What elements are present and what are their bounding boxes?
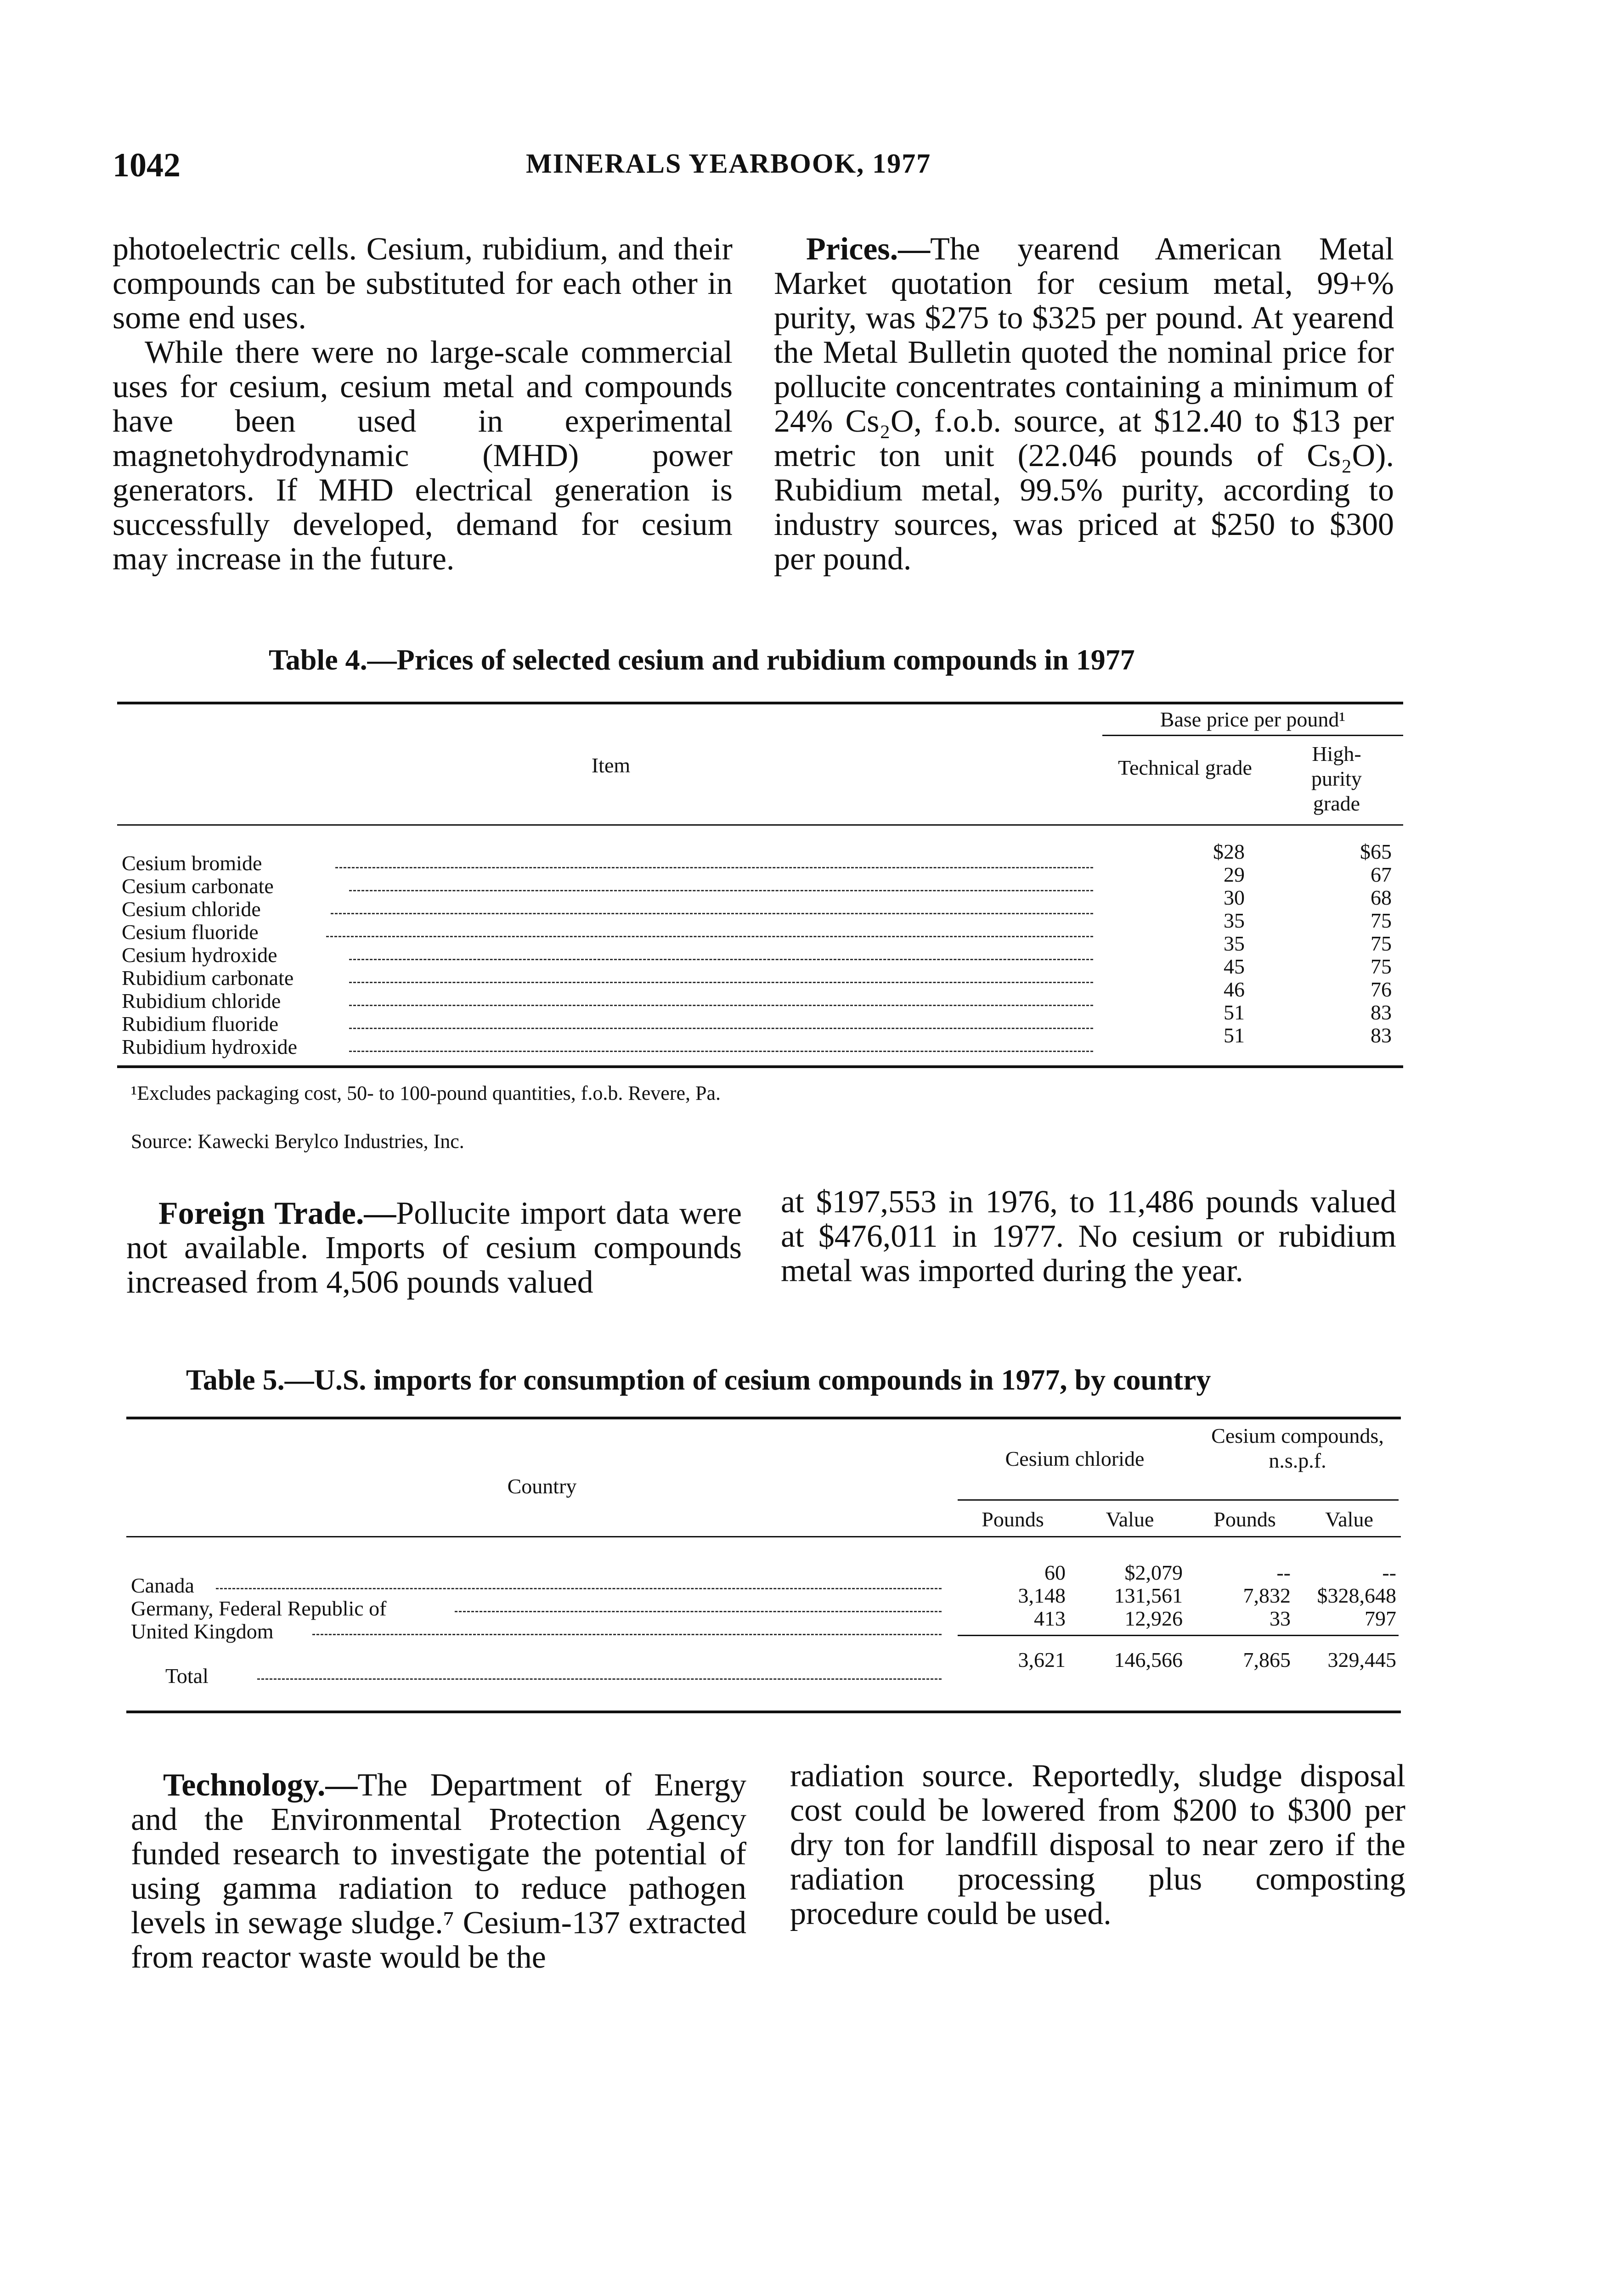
table5-row-cn-value: -- xyxy=(1382,1561,1396,1584)
table4-col-high: High-purity grade xyxy=(1311,742,1362,815)
table5-total-cn-value: 329,445 xyxy=(1327,1648,1396,1671)
technology-left-text: The Department of Energy and the Environmental Protection Agency funded research to investigate the potential of using gamma radiation to reduce pathogen levels in sewage sludge.⁷ Cesium-137 extracted from reactor waste would be the xyxy=(131,1767,746,1975)
table5-country-header: Country xyxy=(507,1474,577,1498)
table5-total-rule xyxy=(958,1635,1399,1636)
table4-row-item: Rubidium chloride xyxy=(122,989,281,1013)
table5-row-cn-pounds: 7,832 xyxy=(1243,1584,1291,1607)
table5-sub-value: Value xyxy=(1325,1508,1373,1531)
prices-heading: Prices.— xyxy=(806,231,931,267)
table5-group2-header: Cesium compounds, n.s.p.f. xyxy=(1211,1424,1384,1472)
prices-text: The yearend American Metal Market quotation for cesium metal, 99+% purity, was $275 to $325 per pound. At yearend the Metal Bulletin quoted the nominal price for pollucite concentrates containing a minimum of 24% Cs₂O, f.o.b. source, at $12.40 to $13 per metric ton unit (22.046 pounds of Cs₂O). Rubidium metal, 99.5% purity, according to industry sources, was priced at $250 to $300 per pound. xyxy=(774,231,1394,577)
table5-sub-pounds: Pounds xyxy=(982,1508,1044,1531)
leader-dots xyxy=(331,913,1093,914)
table4-footnote: ¹Excludes packaging cost, 50- to 100-pound quantities, f.o.b. Revere, Pa. xyxy=(131,1082,721,1104)
technology-left-column xyxy=(131,1768,746,1975)
table4-top-rule xyxy=(117,702,1403,704)
table4-row-technical: 35 xyxy=(1224,909,1245,932)
leader-dots xyxy=(349,1028,1093,1029)
table5-header-rule xyxy=(126,1536,1401,1537)
intro-left-column xyxy=(113,232,733,576)
foreign-trade-heading: Foreign Trade.— xyxy=(158,1196,396,1231)
leader-dots xyxy=(326,936,1093,937)
table5-row-cc-pounds: 3,148 xyxy=(1018,1584,1066,1607)
foreign-trade-left-column xyxy=(126,1196,742,1300)
leader-dots xyxy=(312,1634,942,1635)
table4-row-technical: $28 xyxy=(1213,840,1245,863)
table5-row-cn-value: $328,648 xyxy=(1317,1584,1396,1607)
table5-bottom-rule xyxy=(126,1711,1401,1713)
leader-dots xyxy=(349,1005,1093,1006)
leader-dots xyxy=(257,1678,942,1680)
leader-dots xyxy=(349,890,1093,891)
table4-row-item: Rubidium fluoride xyxy=(122,1012,279,1035)
technology-right-column xyxy=(790,1759,1405,1931)
intro-paragraph-1: photoelectric cells. Cesium, rubidium, and their compounds can be substituted for each other in some end uses. xyxy=(113,231,733,336)
leader-dots xyxy=(349,959,1093,960)
prices-column xyxy=(774,232,1394,576)
table4-row-item: Cesium chloride xyxy=(122,897,261,921)
leader-dots xyxy=(349,982,1093,983)
technology-right-text: radiation source. Reportedly, sludge disposal cost could be lowered from $200 to $300 per dry ton for landfill disposal to near zero if the radiation processing plus composting procedure could be used. xyxy=(790,1758,1405,1931)
table5-total-label: Total xyxy=(165,1664,209,1688)
table5-row-country: Canada xyxy=(131,1574,194,1597)
table5-row-cn-value: 797 xyxy=(1365,1607,1396,1630)
technology-heading: Technology.— xyxy=(163,1767,358,1803)
table4-row-high: 75 xyxy=(1371,955,1392,978)
table4-row-technical: 45 xyxy=(1224,955,1245,978)
leader-dots xyxy=(216,1588,942,1589)
table5-row-cn-pounds: -- xyxy=(1276,1561,1291,1584)
table4-row-technical: 46 xyxy=(1224,978,1245,1001)
table4-row-technical: 35 xyxy=(1224,932,1245,955)
table4-row-item: Cesium hydroxide xyxy=(122,943,277,967)
table4-row-technical: 29 xyxy=(1224,863,1245,886)
table5-row-cc-value: 12,926 xyxy=(1124,1607,1183,1630)
table4-item-header: Item xyxy=(591,754,631,777)
table5-top-rule xyxy=(126,1417,1401,1419)
table5-total-cc-pounds: 3,621 xyxy=(1018,1648,1066,1671)
page-number: 1042 xyxy=(113,146,181,184)
table4-col-technical: Technical grade xyxy=(1118,756,1252,779)
table4-row-item: Rubidium carbonate xyxy=(122,966,294,990)
table4-row-technical: 51 xyxy=(1224,1001,1245,1024)
table4-row-high: 67 xyxy=(1371,863,1392,886)
table5-sub-value: Value xyxy=(1106,1508,1154,1531)
table5-total-cc-value: 146,566 xyxy=(1114,1648,1183,1671)
table5-row-country: United Kingdom xyxy=(131,1620,274,1643)
foreign-trade-left-text: Pollucite import data were not available. Imports of cesium compounds increased from 4,506 pounds valued xyxy=(126,1196,742,1300)
leader-dots xyxy=(349,1051,1093,1052)
leader-dots xyxy=(455,1611,942,1612)
table5-row-cc-value: $2,079 xyxy=(1124,1561,1183,1584)
table4-group-header: Base price per pound¹ xyxy=(1160,708,1346,731)
table5-sub-pounds: Pounds xyxy=(1213,1508,1276,1531)
table5-row-cc-pounds: 60 xyxy=(1044,1561,1066,1584)
table5-row-cc-pounds: 413 xyxy=(1034,1607,1066,1630)
table4-row-item: Cesium carbonate xyxy=(122,874,274,898)
intro-paragraph-2: While there were no large-scale commercial uses for cesium, cesium metal and compounds have been used in experimental magnetohydrodynamic (MHD) power generators. If MHD electrical generation is successfully developed, demand for cesium may increase in the future. xyxy=(113,335,733,577)
table4-bottom-rule xyxy=(117,1065,1403,1068)
table5-row-cc-value: 131,561 xyxy=(1114,1584,1183,1607)
table5-total-cn-pounds: 7,865 xyxy=(1243,1648,1291,1671)
leader-dots xyxy=(335,867,1093,868)
table4-row-high: 76 xyxy=(1371,978,1392,1001)
table4-row-technical: 30 xyxy=(1224,886,1245,909)
table4-source: Source: Kawecki Berylco Industries, Inc. xyxy=(131,1130,464,1153)
table4-row-high: 68 xyxy=(1371,886,1392,909)
table5-row-country: Germany, Federal Republic of xyxy=(131,1597,387,1620)
running-title: MINERALS YEARBOOK, 1977 xyxy=(526,148,931,179)
table4-row-high: 83 xyxy=(1371,1024,1392,1047)
table4-row-high: 75 xyxy=(1371,932,1392,955)
table5-group-rule xyxy=(958,1499,1399,1501)
table4-row-technical: 51 xyxy=(1224,1024,1245,1047)
table4-row-item: Cesium fluoride xyxy=(122,920,259,944)
table4-row-item: Cesium bromide xyxy=(122,851,262,875)
table5-caption: Table 5.—U.S. imports for consumption of cesium compounds in 1977, by country xyxy=(186,1363,1211,1396)
table4-caption: Table 4.—Prices of selected cesium and rubidium compounds in 1977 xyxy=(269,643,1135,676)
table4-group-rule xyxy=(1102,735,1403,736)
table4-header-rule xyxy=(117,824,1403,826)
table4-row-high: 75 xyxy=(1371,909,1392,932)
table4-row-item: Rubidium hydroxide xyxy=(122,1035,298,1058)
foreign-trade-right-text: at $197,553 in 1976, to 11,486 pounds valued at $476,011 in 1977. No cesium or rubidium metal was imported during the year. xyxy=(781,1184,1396,1289)
table4-row-high: 83 xyxy=(1371,1001,1392,1024)
table5-row-cn-pounds: 33 xyxy=(1270,1607,1291,1630)
table5-group1-header: Cesium chloride xyxy=(1005,1447,1145,1470)
foreign-trade-right-column xyxy=(781,1185,1396,1288)
table4-row-high: $65 xyxy=(1360,840,1392,863)
